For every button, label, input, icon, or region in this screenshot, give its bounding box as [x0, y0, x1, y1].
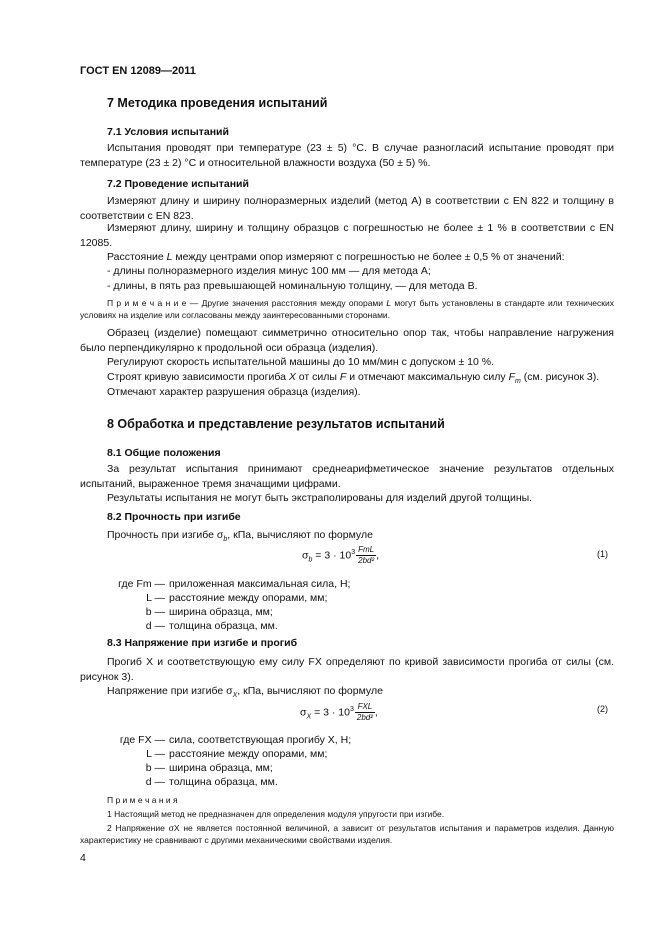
definition-text: толщина образца, мм.	[169, 776, 278, 788]
formula-1-numerator: FmL	[356, 545, 376, 556]
paragraph-7-2-4: Образец (изделие) помещают симметрично относительно опор так, чтобы направление нагружения было перпендикулярно к продольной оси образца (изделия).	[80, 327, 614, 354]
page-number: 4	[80, 852, 86, 864]
section-7-title: 7 Методика проведения испытаний	[107, 96, 328, 110]
definition-text: расстояние между опорами, мм;	[169, 592, 328, 604]
definition-symbol: d —	[145, 776, 165, 788]
equation-number-2: (2)	[597, 704, 608, 714]
notes-label: П р и м е ч а н и я	[107, 795, 178, 805]
paragraph-8-3-2: Напряжение при изгибе $\sigma_X$, кПа, вычисляют по формуле	[107, 685, 383, 700]
subsection-7-1-title: 7.1 Условия испытаний	[107, 126, 229, 138]
definition-symbol: b —	[145, 762, 165, 774]
subsection-7-2-title: 7.2 Проведение испытаний	[107, 178, 249, 190]
paragraph-8-3-1: Прогиб X и соответствующую ему силу FX определяют по кривой зависимости прогиба от силы (см. рисунок 3).	[80, 656, 614, 683]
document-header: ГОСТ EN 12089—2011	[80, 65, 196, 77]
paragraph-8-1-1: За результат испытания принимают среднеарифметическое значение результатов отдельных испытаний, выраженное тремя значащими цифрами.	[80, 463, 614, 490]
definition-symbol: L —	[146, 748, 165, 760]
paragraph-7-2-7: Отмечают характер разрушения образца (изделия).	[107, 386, 361, 398]
definition-text: ширина образца, мм;	[169, 762, 273, 774]
note-2: 2 Напряжение σX не является постоянной величиной, а зависит от результатов испытания и параметров изделия. Данную характеристику не сравнивают с другими механическими свойствами изделия.	[80, 823, 614, 845]
definition-symbol: b —	[145, 606, 165, 618]
subsection-8-1-title: 8.1 Общие положения	[107, 447, 221, 459]
formula-1-denominator: 2bd²	[358, 556, 375, 565]
formula-2-denominator: 2bd²	[356, 713, 373, 722]
paragraph-7-2-5: Регулируют скорость испытательной машины до 10 мм/мин с допуском ± 10 %.	[107, 356, 495, 368]
paragraph-8-2: Прочность при изгибе $\sigma_b$, кПа, вычисляют по формуле	[107, 529, 373, 544]
paragraph-7-1: Испытания проводят при температуре (23 ± 5) °С. В случае разногласий испытание проводят при температуре (23 ± 2) °С и относительной влажности воздуха (50 ± 5) %.	[80, 142, 614, 169]
definition-text: приложенная максимальная сила, Н;	[169, 578, 351, 590]
note-1: 1 Настоящий метод не предназначен для определения модуля упругости при изгибе.	[107, 809, 445, 819]
subsection-8-3-title: 8.3 Напряжение при изгибе и прогиб	[107, 637, 298, 649]
paragraph-7-2-6: Строят кривую зависимости прогиба X от силы F и отмечают максимальную силу $F_m$ (см. рисунок 3).	[107, 371, 600, 386]
equation-number-1: (1)	[597, 549, 608, 559]
definition-text: толщина образца, мм.	[169, 620, 278, 632]
list-item: - длины полноразмерного изделия минус 100 мм — для метода А;	[107, 265, 431, 277]
definition-text: ширина образца, мм;	[169, 606, 273, 618]
list-item: - длины, в пять раз превышающей номинальную толщину, — для метода В.	[107, 280, 478, 292]
paragraph-7-2-2: Измеряют длину, ширину и толщину образцов с погрешностью не более ± 1 % в соответствии с EN 12085.	[80, 222, 614, 249]
definition-symbol: d —	[145, 620, 165, 632]
paragraph-8-1-2: Результаты испытания не могут быть экстраполированы для изделий другой толщины.	[107, 492, 533, 504]
definition-text: расстояние между опорами, мм;	[169, 748, 328, 760]
formula-2-numerator: FXL	[355, 702, 375, 713]
subsection-8-2-title: 8.2 Прочность при изгибе	[107, 511, 241, 523]
definition-symbol: где FX —	[119, 734, 165, 746]
note-7-2: П р и м е ч а н и е — Другие значения расстояния между опорами L могут быть установлены в стандарте или технических условиях на изделие или согласованы между заинтересованными сторонами.	[80, 298, 614, 320]
definition-symbol: L —	[146, 592, 165, 604]
definition-symbol: где Fm —	[118, 578, 165, 590]
section-8-title: 8 Обработка и представление результатов испытаний	[107, 417, 445, 431]
formula-2: $\sigma_X = 3 \cdot 10^3$ $\frac{\text{FXL}}{\text{2bd²}}$ ,	[300, 702, 378, 722]
paragraph-7-2-3: Расстояние L между центрами опор измеряют с погрешностью не более ± 0,5 % от значений:	[107, 251, 565, 263]
paragraph-7-2-1: Измеряют длину и ширину полноразмерных изделий (метод А) в соответствии с EN 822 и толщину в соответствии с EN 823.	[80, 195, 614, 222]
definition-text: сила, соответствующая прогибу X, Н;	[169, 734, 352, 746]
formula-1: $\sigma_b = 3 \cdot 10^3$ $\frac{\text{FmL}}{\text{2bd²}}$ ,	[302, 545, 380, 565]
